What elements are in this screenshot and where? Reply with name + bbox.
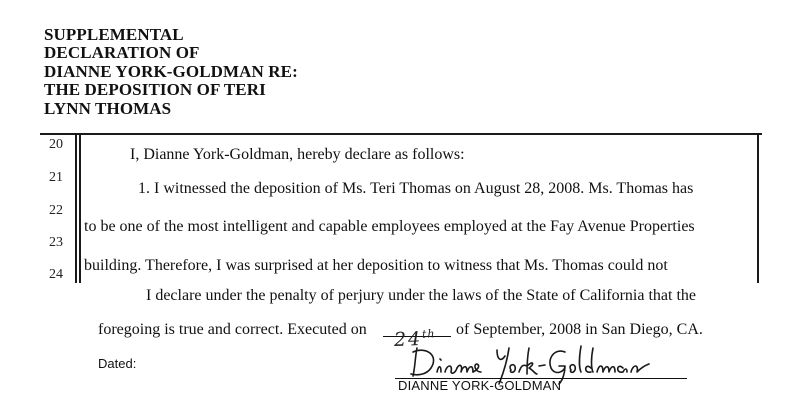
declaration-line-2-after: of September, 2008 in San Diego, CA. bbox=[456, 321, 703, 338]
body-line-22: to be one of the most intelligent and capable employees employed at the Fay Avenue Properties bbox=[84, 218, 695, 235]
heading-line: DECLARATION OF bbox=[44, 43, 200, 63]
heading-line: THE DEPOSITION OF TERI bbox=[44, 80, 266, 100]
heading-line: LYNN THOMAS bbox=[44, 98, 172, 118]
line-number-21: 21 bbox=[49, 170, 63, 185]
body-line-21: 1. I witnessed the deposition of Ms. Teri Thomas on August 28, 2008. Ms. Thomas has bbox=[138, 180, 694, 197]
line-number-24: 24 bbox=[49, 267, 63, 282]
line-number-22: 22 bbox=[49, 203, 63, 218]
body-line-23-partial bbox=[84, 257, 756, 274]
document-heading bbox=[44, 26, 298, 118]
heading-line: DIANNE YORK-GOLDMAN RE: bbox=[44, 61, 298, 81]
body-line-20: I, Dianne York-Goldman, hereby declare as follows: bbox=[130, 146, 465, 163]
dated-label: Dated: bbox=[98, 356, 137, 371]
left-margin-rule-2 bbox=[79, 135, 81, 283]
heading-line: SUPPLEMENTAL bbox=[44, 25, 184, 44]
top-rule bbox=[40, 133, 762, 135]
declaration-line-1: I declare under the penalty of perjury under the laws of the State of California that the bbox=[146, 287, 697, 304]
left-margin-rule-1 bbox=[75, 135, 77, 283]
signature-printed-name: DIANNE YORK-GOLDMAN bbox=[398, 378, 562, 393]
handwritten-date-suffix: th bbox=[421, 327, 436, 341]
line-number-23: 23 bbox=[49, 235, 63, 250]
handwritten-date-number: 24 bbox=[393, 328, 423, 352]
line-number-20: 20 bbox=[49, 137, 63, 152]
declaration-line-2-before: foregoing is true and correct. Executed on bbox=[98, 321, 367, 338]
body-line-23-text: building. Therefore, I was surprised at her deposition to witness that Ms. Thomas could not bbox=[84, 257, 668, 274]
right-margin-rule bbox=[757, 135, 759, 283]
